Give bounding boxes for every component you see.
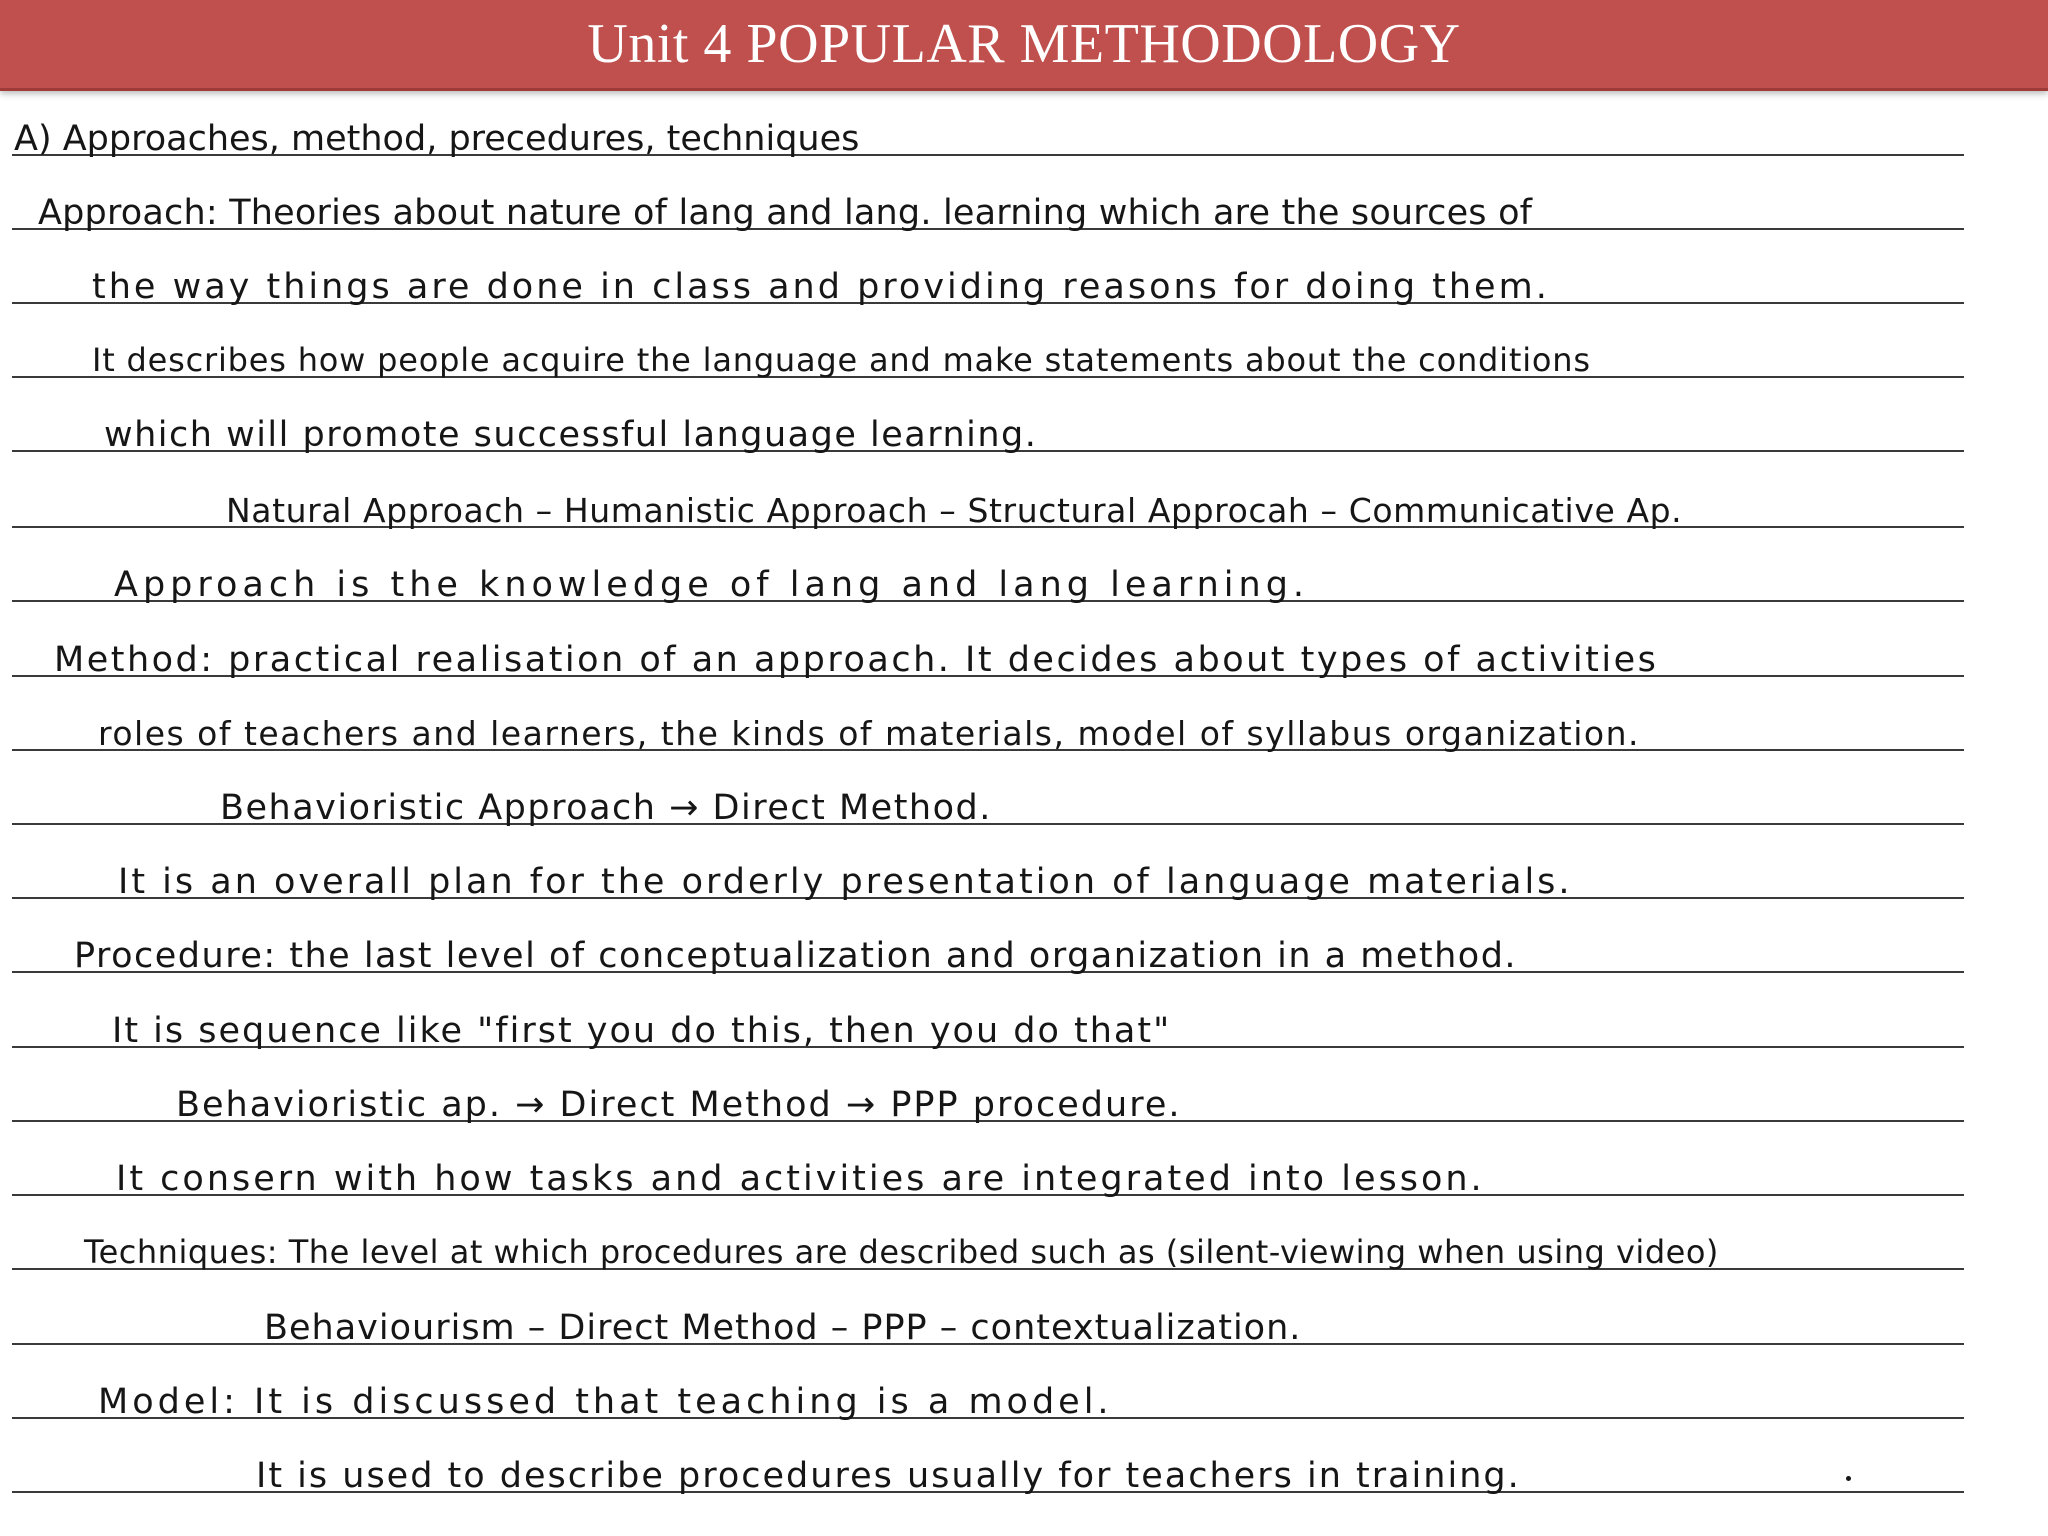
note-line: the way things are done in class and providing reasons for doing them. — [92, 267, 1550, 307]
note-line: Approach: Theories about nature of lang and lang. learning which are the sources of — [38, 193, 1533, 233]
note-heading: A) Approaches, method, precedures, techniques — [14, 119, 860, 159]
note-line: It consern with how tasks and activities are integrated into lesson. — [116, 1159, 1485, 1199]
title-bar — [0, 0, 2048, 91]
note-line: Behavioristic ap. → Direct Method → PPP procedure. — [176, 1085, 1182, 1125]
note-line: Approach is the knowledge of lang and lang learning. — [114, 565, 1310, 605]
note-line: Techniques: The level at which procedures are described such as (silent-viewing when using video) — [84, 1233, 1719, 1271]
note-line: Behaviourism – Direct Method – PPP – contextualization. — [264, 1308, 1302, 1348]
note-line: Natural Approach – Humanistic Approach – Structural Approcah – Communicative Ap. — [226, 491, 1683, 530]
note-line: Procedure: the last level of conceptualization and organization in a method. — [74, 936, 1518, 976]
ink-dot — [1846, 1476, 1851, 1481]
slide-title: Unit 4 POPULAR METHODOLOGY — [587, 13, 1461, 75]
note-line: roles of teachers and learners, the kinds of materials, model of syllabus organization. — [98, 714, 1640, 753]
note-line: It is sequence like "first you do this, then you do that" — [112, 1011, 1172, 1051]
note-line: which will promote successful language learning. — [104, 415, 1038, 455]
note-line: It is used to describe procedures usually for teachers in training. — [256, 1456, 1521, 1496]
note-line: Behavioristic Approach → Direct Method. — [220, 788, 992, 828]
note-line: It describes how people acquire the language and make statements about the conditions — [92, 341, 1591, 379]
note-line: Model: It is discussed that teaching is a model. — [98, 1382, 1113, 1422]
note-line: It is an overall plan for the orderly presentation of language materials. — [118, 862, 1573, 902]
note-line: Method: practical realisation of an approach. It decides about types of activities — [54, 640, 1659, 680]
